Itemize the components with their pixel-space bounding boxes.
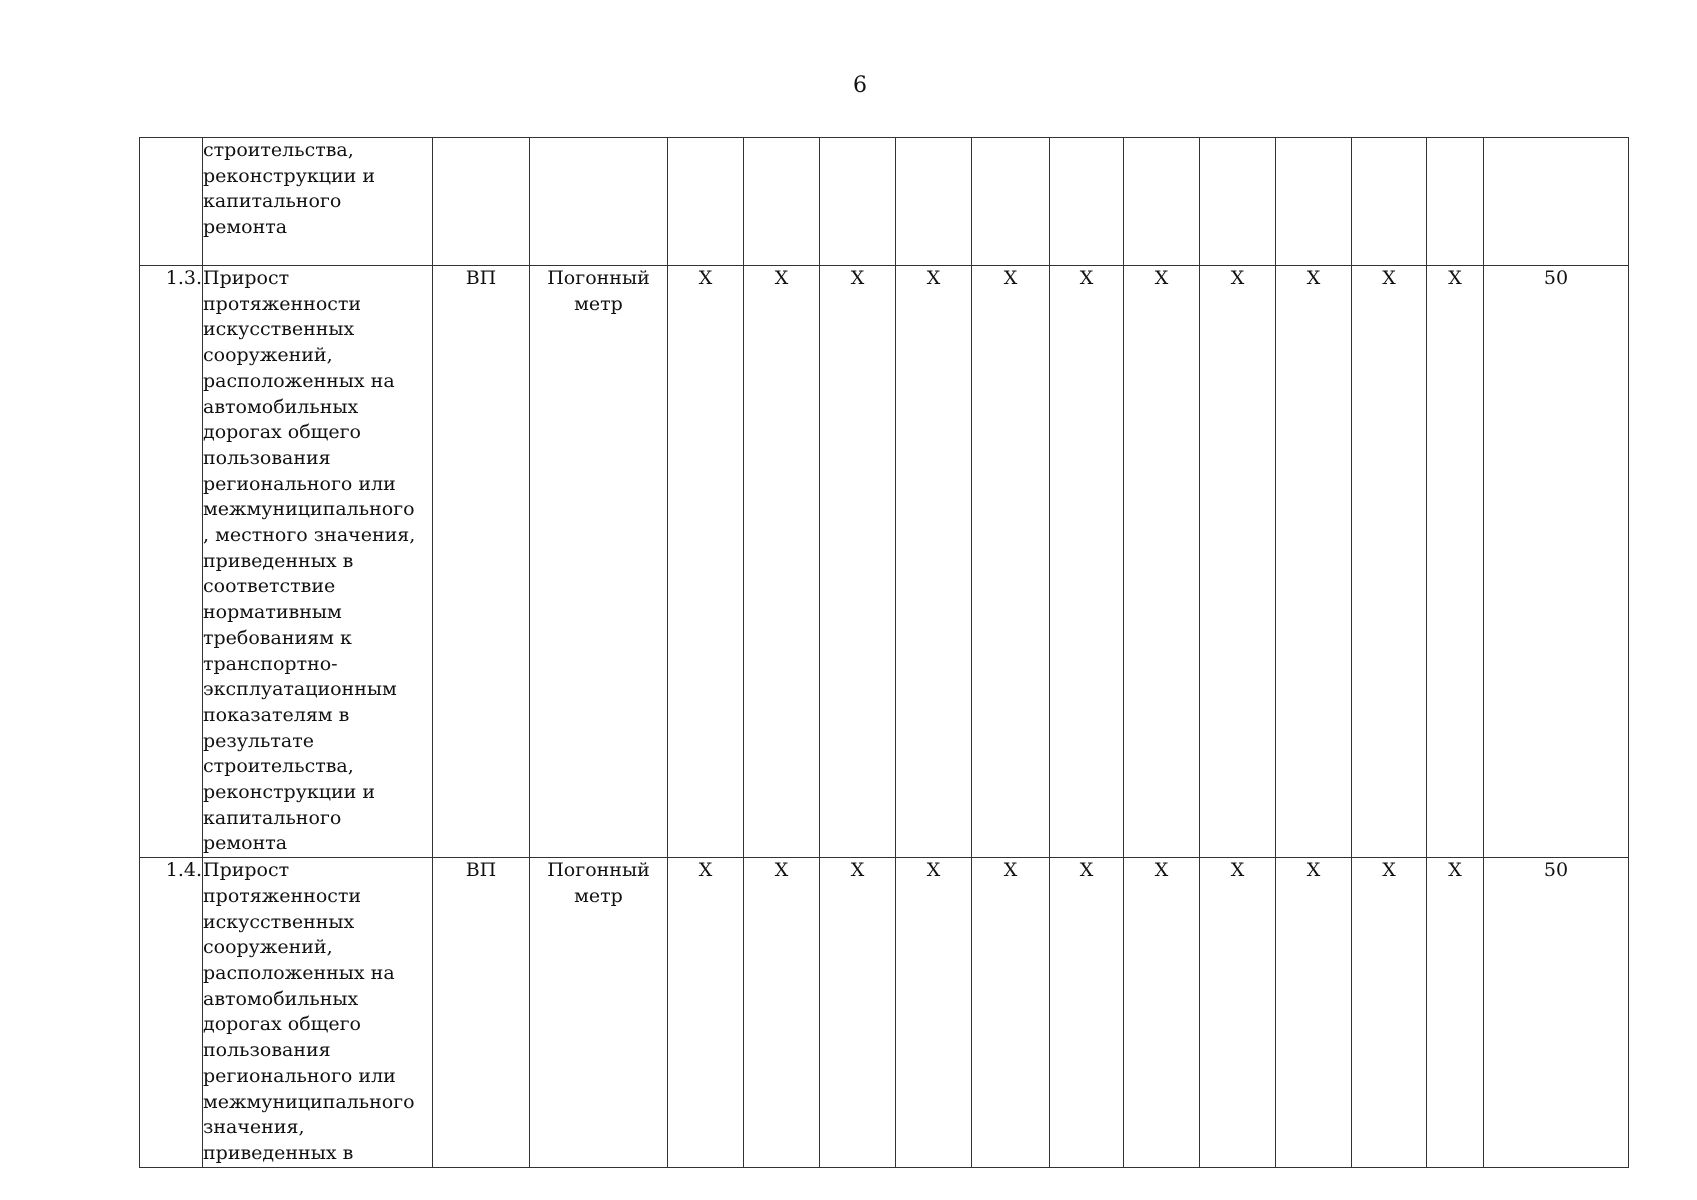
period-mark-cell: X — [1124, 266, 1200, 858]
period-mark-cell: X — [820, 858, 896, 1168]
row-number-cell: 1.4. — [140, 858, 203, 1168]
page-number: 6 — [853, 73, 867, 98]
unit-cell: Погонный метр — [530, 858, 668, 1168]
period-mark-cell: X — [1050, 266, 1124, 858]
indicator-name-cell: Прирост протяженности искусственных сооружений, расположенных на автомобильных дорогах общего пользования регионального или межмуниципального значения, приведенных в — [203, 858, 433, 1168]
period-mark-cell — [1050, 138, 1124, 266]
indicator-name-cell: Прирост протяженности искусственных сооружений, расположенных на автомобильных дорогах общего пользования регионального или межмуниципального , местного значения, приведенных в соответствие нормативным требованиям к транспортно- эксплуатационным показателям в результате строительства, реконструкции и капитального ремонта — [203, 266, 433, 858]
period-mark-cell: X — [1124, 858, 1200, 1168]
period-mark-cell — [744, 138, 820, 266]
period-mark-cell: X — [896, 266, 972, 858]
target-value-cell: 50 — [1484, 858, 1629, 1168]
period-mark-cell — [820, 138, 896, 266]
period-mark-cell: X — [972, 858, 1050, 1168]
period-mark-cell: X — [1427, 266, 1484, 858]
period-mark-cell — [668, 138, 744, 266]
indicator-name-cell: строительства, реконструкции и капитального ремонта — [203, 138, 433, 266]
indicator-type-cell — [433, 138, 530, 266]
indicator-type-cell: ВП — [433, 266, 530, 858]
period-mark-cell: X — [744, 266, 820, 858]
row-number-cell — [140, 138, 203, 266]
unit-cell — [530, 138, 668, 266]
period-mark-cell: X — [1427, 858, 1484, 1168]
target-value-cell — [1484, 138, 1629, 266]
period-mark-cell: X — [668, 266, 744, 858]
period-mark-cell: X — [1200, 266, 1276, 858]
period-mark-cell — [972, 138, 1050, 266]
table-row — [140, 858, 1629, 1168]
period-mark-cell — [1200, 138, 1276, 266]
indicator-table — [139, 137, 1629, 1168]
period-mark-cell: X — [820, 266, 896, 858]
unit-cell: Погонный метр — [530, 266, 668, 858]
period-mark-cell: X — [896, 858, 972, 1168]
period-mark-cell — [1124, 138, 1200, 266]
period-mark-cell — [1276, 138, 1352, 266]
period-mark-cell — [1427, 138, 1484, 266]
period-mark-cell — [896, 138, 972, 266]
period-mark-cell: X — [1276, 266, 1352, 858]
period-mark-cell: X — [1352, 266, 1427, 858]
period-mark-cell: X — [744, 858, 820, 1168]
target-value-cell: 50 — [1484, 266, 1629, 858]
period-mark-cell — [1352, 138, 1427, 266]
indicator-type-cell: ВП — [433, 858, 530, 1168]
table-row — [140, 266, 1629, 858]
period-mark-cell: X — [1200, 858, 1276, 1168]
period-mark-cell: X — [1352, 858, 1427, 1168]
table-row — [140, 138, 1629, 266]
period-mark-cell: X — [1050, 858, 1124, 1168]
period-mark-cell: X — [1276, 858, 1352, 1168]
period-mark-cell: X — [972, 266, 1050, 858]
period-mark-cell: X — [668, 858, 744, 1168]
row-number-cell: 1.3. — [140, 266, 203, 858]
